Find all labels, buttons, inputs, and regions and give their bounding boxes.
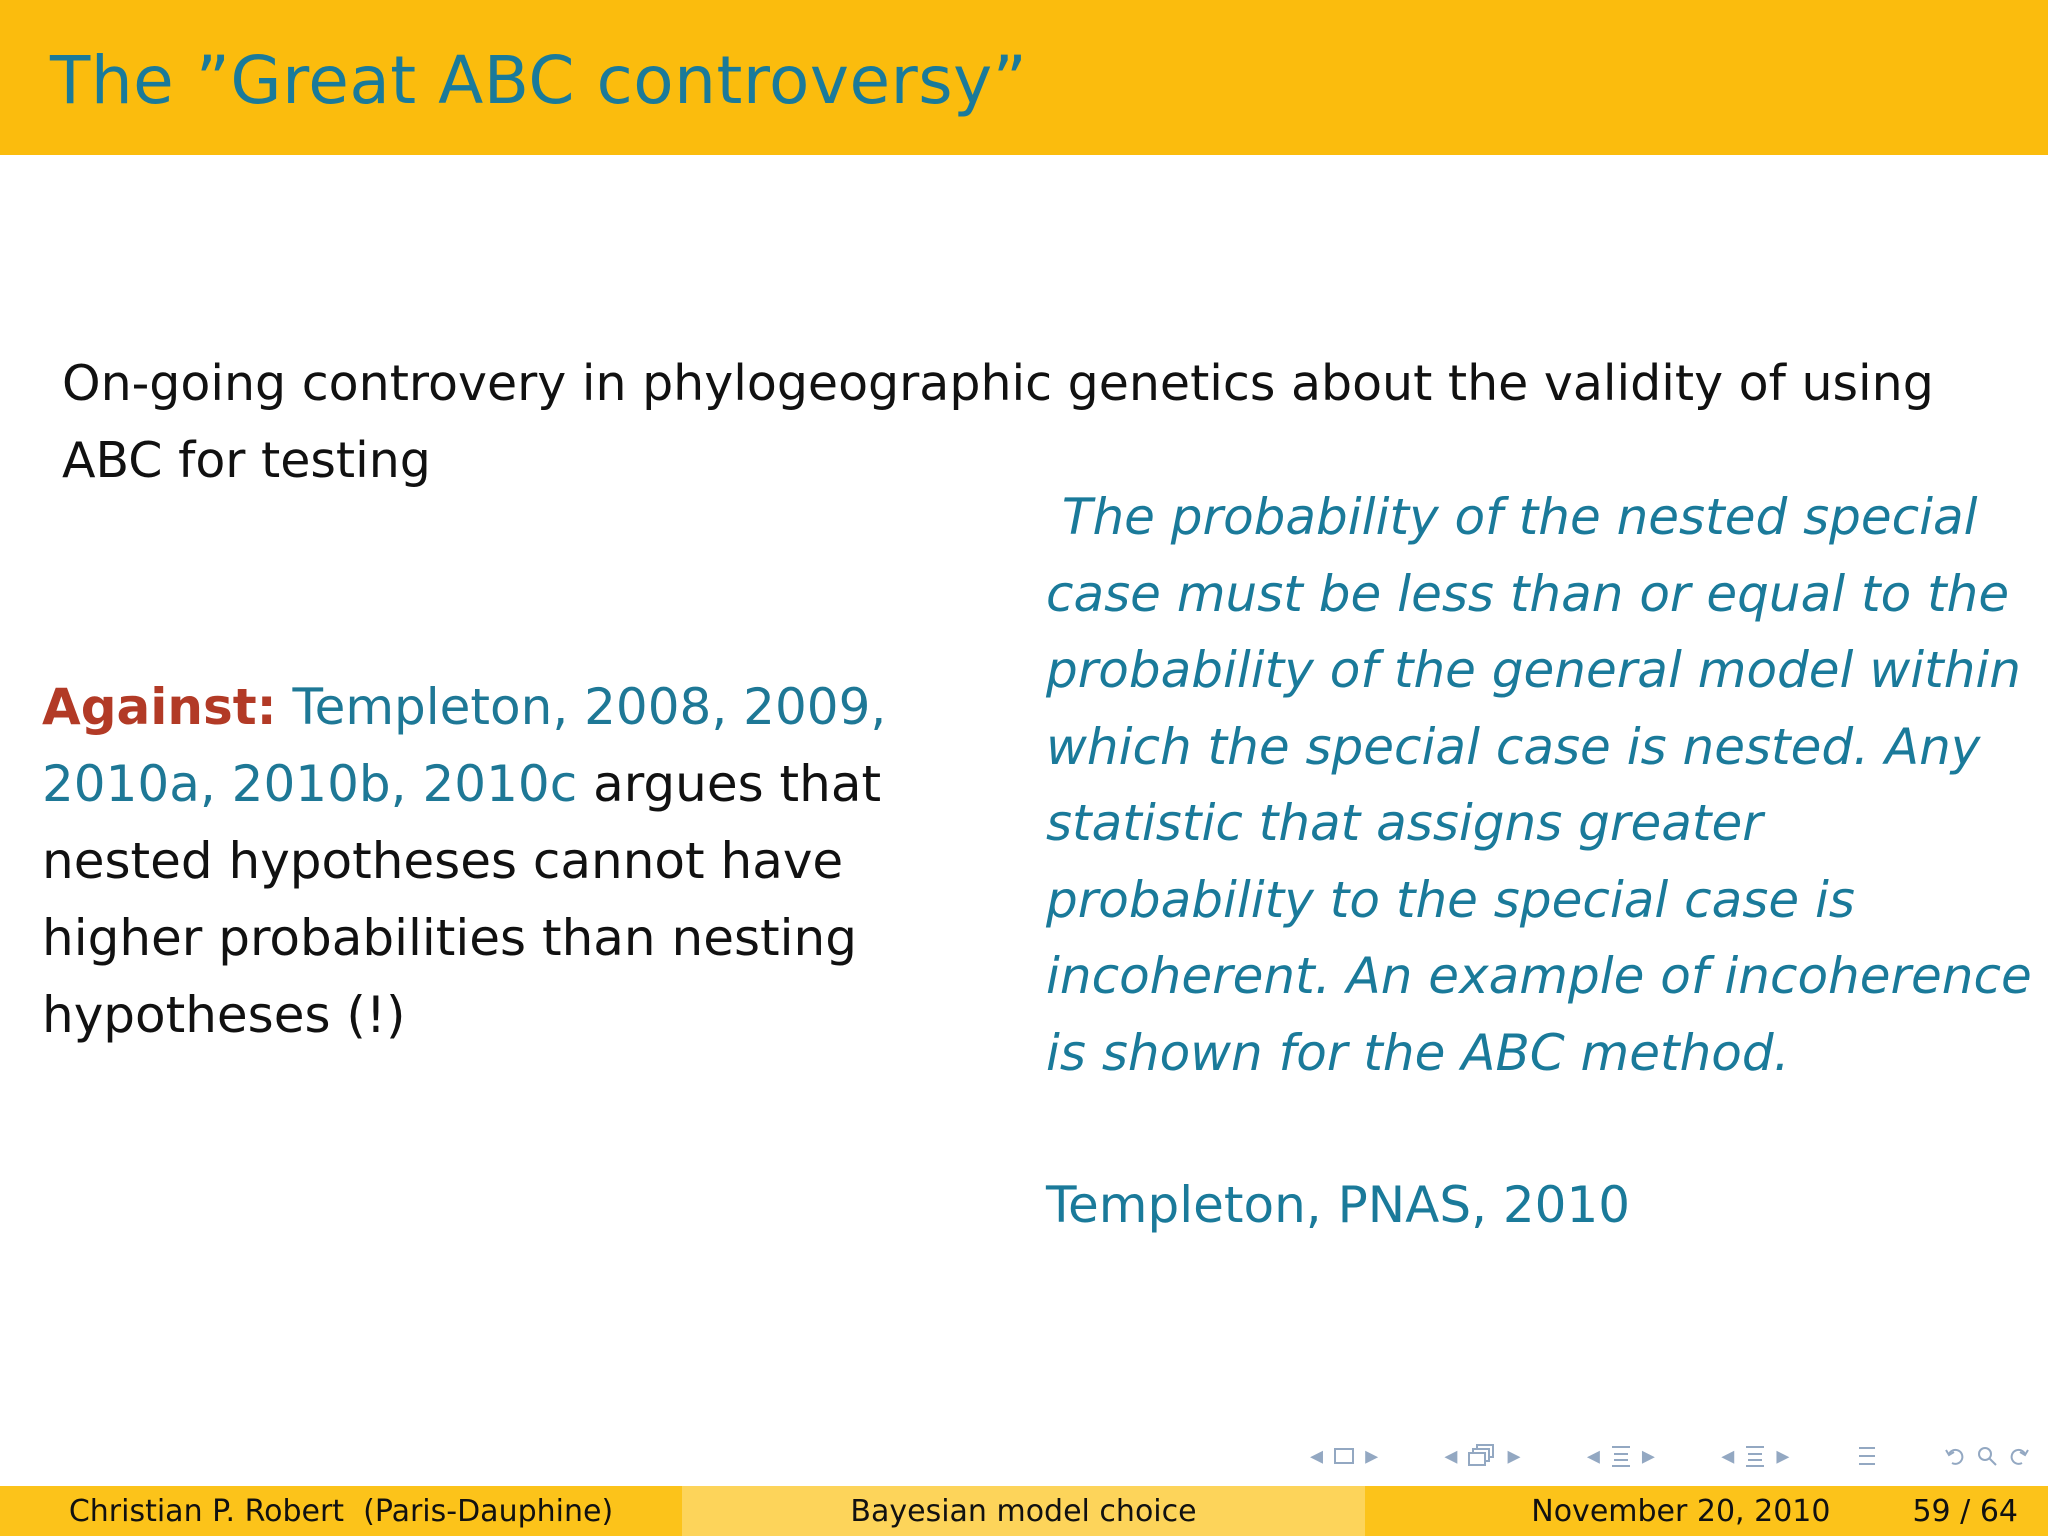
nav-subsection[interactable] xyxy=(1444,1441,1520,1471)
footer-page-number: 59 / 64 xyxy=(1912,1493,2018,1529)
nav-part[interactable] xyxy=(1721,1441,1789,1471)
beamer-navigation xyxy=(1310,1436,2030,1476)
against-block xyxy=(42,669,942,1054)
nav-section[interactable] xyxy=(1587,1441,1655,1471)
section-icon[interactable] xyxy=(1610,1444,1632,1468)
footer-author: Christian P. Robert (Paris-Dauphine) xyxy=(68,1493,614,1529)
nav-document[interactable] xyxy=(1856,1444,1878,1468)
footer-author-box xyxy=(0,1486,682,1536)
nav-frame[interactable] xyxy=(1310,1441,1378,1471)
frame-icon[interactable] xyxy=(1333,1447,1355,1465)
arrow-right-icon[interactable]: ▸ xyxy=(1365,1441,1379,1471)
arrow-left-icon[interactable]: ◂ xyxy=(1721,1441,1735,1471)
part-icon[interactable] xyxy=(1744,1444,1766,1468)
footer-date-box xyxy=(1365,1486,2048,1536)
arrow-right-icon[interactable]: ▸ xyxy=(1641,1441,1655,1471)
slide-footer xyxy=(0,1486,2048,1536)
undo-icon[interactable] xyxy=(1944,1445,1966,1467)
arrow-right-icon[interactable]: ▸ xyxy=(1507,1441,1521,1471)
footer-talk-title: Bayesian model choice xyxy=(850,1493,1197,1529)
quote-source: Templeton, PNAS, 2010 xyxy=(1046,1176,1631,1234)
arrow-left-icon[interactable]: ◂ xyxy=(1586,1441,1600,1471)
against-text: argues that nested hypotheses cannot have higher probabilities than nesting hypotheses (!) xyxy=(42,755,882,1044)
intro-text: On-going controvery in phylogeographic genetics about the validity of using ABC for testing xyxy=(62,355,1934,489)
slide-title: The ”Great ABC controversy” xyxy=(50,42,1028,119)
quote-text: The probability of the nested special case must be less than or equal to the probability of the general model within which the special case is nested. Any statistic that assigns greater probability to the special case is incoherent. An example of incoherence is shown for the ABC method. xyxy=(1046,488,2032,1082)
search-icon[interactable] xyxy=(1976,1445,1998,1467)
redo-icon[interactable] xyxy=(2008,1445,2030,1467)
against-citations: Templeton, 2008, 2009, 2010a, 2010b, 2010c xyxy=(42,678,887,813)
arrow-right-icon[interactable]: ▸ xyxy=(1776,1441,1790,1471)
against-label: Against: xyxy=(42,678,277,736)
templeton-quote xyxy=(1046,479,2036,1091)
document-icon[interactable] xyxy=(1856,1444,1878,1468)
arrow-left-icon[interactable]: ◂ xyxy=(1310,1441,1324,1471)
footer-date: November 20, 2010 xyxy=(1531,1493,1831,1529)
nav-search[interactable] xyxy=(1944,1445,2030,1467)
stacked-frames-icon[interactable] xyxy=(1467,1443,1497,1469)
arrow-left-icon[interactable]: ◂ xyxy=(1444,1441,1458,1471)
footer-title-box xyxy=(682,1486,1365,1536)
